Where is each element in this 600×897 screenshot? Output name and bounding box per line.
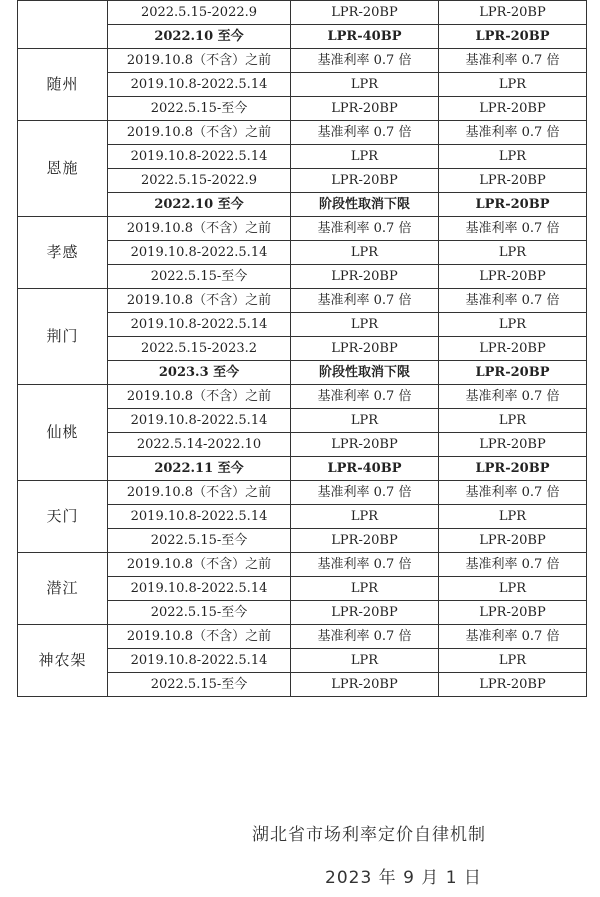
second-home-rate-cell: LPR-20BP: [439, 433, 587, 457]
first-home-rate-cell: LPR: [291, 577, 439, 601]
second-home-rate-cell: LPR-20BP: [439, 265, 587, 289]
first-home-rate-cell: LPR: [291, 73, 439, 97]
second-home-rate-cell: 基准利率 0.7 倍: [439, 385, 587, 409]
first-home-rate-cell: 基准利率 0.7 倍: [291, 385, 439, 409]
period-cell: 2019.10.8-2022.5.14: [108, 241, 291, 265]
period-cell: 2022.10 至今: [108, 193, 291, 217]
rate-table: [17, 0, 587, 697]
city-cell: 孝感: [18, 217, 108, 289]
first-home-rate-cell: 基准利率 0.7 倍: [291, 625, 439, 649]
second-home-rate-cell: 基准利率 0.7 倍: [439, 217, 587, 241]
period-cell: 2022.5.15-至今: [108, 601, 291, 625]
table-row: [18, 481, 587, 505]
first-home-rate-cell: LPR-20BP: [291, 601, 439, 625]
second-home-rate-cell: LPR: [439, 505, 587, 529]
first-home-rate-cell: LPR-20BP: [291, 673, 439, 697]
first-home-rate-cell: LPR: [291, 649, 439, 673]
table-row: [18, 1, 587, 25]
period-cell: 2019.10.8（不含）之前: [108, 121, 291, 145]
period-cell: 2019.10.8（不含）之前: [108, 49, 291, 73]
city-cell: 天门: [18, 481, 108, 553]
second-home-rate-cell: LPR: [439, 649, 587, 673]
second-home-rate-cell: LPR-20BP: [439, 337, 587, 361]
period-cell: 2019.10.8（不含）之前: [108, 217, 291, 241]
first-home-rate-cell: 基准利率 0.7 倍: [291, 49, 439, 73]
first-home-rate-cell: 基准利率 0.7 倍: [291, 289, 439, 313]
second-home-rate-cell: 基准利率 0.7 倍: [439, 121, 587, 145]
period-cell: 2019.10.8-2022.5.14: [108, 409, 291, 433]
first-home-rate-cell: LPR-20BP: [291, 265, 439, 289]
second-home-rate-cell: 基准利率 0.7 倍: [439, 481, 587, 505]
period-cell: 2022.11 至今: [108, 457, 291, 481]
period-cell: 2019.10.8（不含）之前: [108, 481, 291, 505]
city-cell: 随州: [18, 49, 108, 121]
period-cell: 2022.5.15-2022.9: [108, 1, 291, 25]
period-cell: 2022.5.15-至今: [108, 673, 291, 697]
first-home-rate-cell: 基准利率 0.7 倍: [291, 121, 439, 145]
second-home-rate-cell: LPR: [439, 73, 587, 97]
period-cell: 2019.10.8（不含）之前: [108, 553, 291, 577]
table-row: [18, 49, 587, 73]
city-cell: 仙桃: [18, 385, 108, 481]
second-home-rate-cell: LPR: [439, 313, 587, 337]
first-home-rate-cell: 阶段性取消下限: [291, 361, 439, 385]
period-cell: 2019.10.8-2022.5.14: [108, 649, 291, 673]
city-cell: 荆门: [18, 289, 108, 385]
period-cell: 2022.5.15-2023.2: [108, 337, 291, 361]
second-home-rate-cell: LPR-20BP: [439, 1, 587, 25]
first-home-rate-cell: LPR-40BP: [291, 25, 439, 49]
first-home-rate-cell: 阶段性取消下限: [291, 193, 439, 217]
period-cell: 2019.10.8-2022.5.14: [108, 145, 291, 169]
period-cell: 2019.10.8-2022.5.14: [108, 73, 291, 97]
table-row: [18, 121, 587, 145]
second-home-rate-cell: LPR-20BP: [439, 169, 587, 193]
second-home-rate-cell: LPR-20BP: [439, 673, 587, 697]
city-cell: [18, 1, 108, 49]
second-home-rate-cell: LPR-20BP: [439, 361, 587, 385]
period-cell: 2022.10 至今: [108, 25, 291, 49]
city-cell: 神农架: [18, 625, 108, 697]
first-home-rate-cell: LPR-20BP: [291, 1, 439, 25]
period-cell: 2019.10.8-2022.5.14: [108, 505, 291, 529]
second-home-rate-cell: 基准利率 0.7 倍: [439, 49, 587, 73]
second-home-rate-cell: LPR-20BP: [439, 457, 587, 481]
period-cell: 2019.10.8-2022.5.14: [108, 577, 291, 601]
table-row: [18, 553, 587, 577]
first-home-rate-cell: 基准利率 0.7 倍: [291, 481, 439, 505]
first-home-rate-cell: LPR: [291, 145, 439, 169]
first-home-rate-cell: LPR: [291, 241, 439, 265]
first-home-rate-cell: LPR-20BP: [291, 529, 439, 553]
table-row: [18, 385, 587, 409]
second-home-rate-cell: 基准利率 0.7 倍: [439, 553, 587, 577]
table-row: [18, 289, 587, 313]
period-cell: 2019.10.8（不含）之前: [108, 289, 291, 313]
second-home-rate-cell: LPR-20BP: [439, 193, 587, 217]
rate-table-body: [18, 1, 587, 697]
city-cell: 恩施: [18, 121, 108, 217]
city-cell: 潜江: [18, 553, 108, 625]
period-cell: 2022.5.15-2022.9: [108, 169, 291, 193]
first-home-rate-cell: LPR-20BP: [291, 97, 439, 121]
second-home-rate-cell: LPR-20BP: [439, 97, 587, 121]
period-cell: 2023.3 至今: [108, 361, 291, 385]
second-home-rate-cell: LPR-20BP: [439, 25, 587, 49]
table-row: [18, 625, 587, 649]
second-home-rate-cell: LPR: [439, 409, 587, 433]
second-home-rate-cell: 基准利率 0.7 倍: [439, 289, 587, 313]
period-cell: 2022.5.15-至今: [108, 529, 291, 553]
period-cell: 2019.10.8（不含）之前: [108, 385, 291, 409]
second-home-rate-cell: LPR: [439, 577, 587, 601]
period-cell: 2022.5.15-至今: [108, 265, 291, 289]
period-cell: 2019.10.8（不含）之前: [108, 625, 291, 649]
period-cell: 2022.5.15-至今: [108, 97, 291, 121]
first-home-rate-cell: LPR: [291, 505, 439, 529]
first-home-rate-cell: LPR-20BP: [291, 433, 439, 457]
first-home-rate-cell: 基准利率 0.7 倍: [291, 553, 439, 577]
second-home-rate-cell: LPR: [439, 145, 587, 169]
table-row: [18, 217, 587, 241]
first-home-rate-cell: LPR-40BP: [291, 457, 439, 481]
second-home-rate-cell: 基准利率 0.7 倍: [439, 625, 587, 649]
issue-date: 2023 年 9 月 1 日: [325, 868, 482, 888]
first-home-rate-cell: LPR-20BP: [291, 169, 439, 193]
issuing-organization: 湖北省市场利率定价自律机制: [252, 825, 486, 845]
first-home-rate-cell: LPR-20BP: [291, 337, 439, 361]
second-home-rate-cell: LPR-20BP: [439, 529, 587, 553]
second-home-rate-cell: LPR-20BP: [439, 601, 587, 625]
period-cell: 2019.10.8-2022.5.14: [108, 313, 291, 337]
first-home-rate-cell: LPR: [291, 409, 439, 433]
period-cell: 2022.5.14-2022.10: [108, 433, 291, 457]
second-home-rate-cell: LPR: [439, 241, 587, 265]
first-home-rate-cell: LPR: [291, 313, 439, 337]
first-home-rate-cell: 基准利率 0.7 倍: [291, 217, 439, 241]
